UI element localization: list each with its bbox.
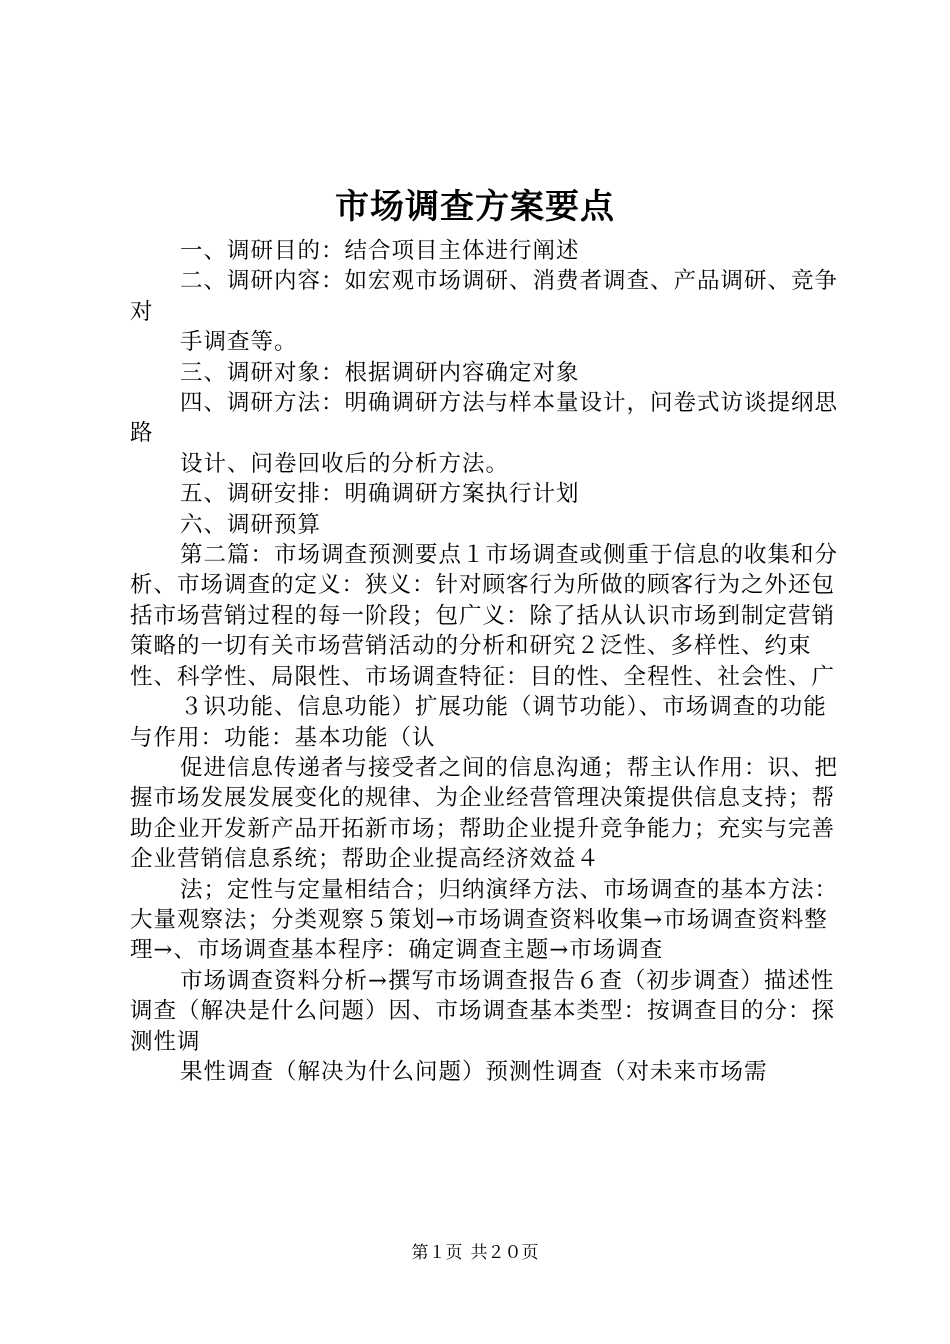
document-body	[130, 236, 850, 1087]
paragraph: 设计、问卷回收后的分析方法。	[180, 450, 510, 477]
paragraph: 促进信息传递者与接受者之间的信息沟通；帮主认作用：识、把握市场发展发展变化的规律、为企业经营管理决策提供信息支持；帮助企业开发新产品开拓新市场；帮助企业提升竞争能力；充实与完善企业营销信息系统；帮助企业提高经济效益４	[130, 754, 839, 873]
paragraph: 果性调查（解决为什么问题）预测性调查（对未来市场需	[180, 1058, 768, 1085]
paragraph: 手调查等。	[180, 329, 298, 356]
page-number: 第１页	[411, 1243, 463, 1263]
document-title: 市场调查方案要点	[335, 187, 615, 227]
page-footer	[0, 1241, 950, 1265]
paragraph: 第二篇：市场调查预测要点１市场调查或侧重于信息的收集和分析、市场调查的定义：狭义：针对顾客行为所做的顾客行为之外还包括市场营销过程的每一阶段；包广义：除了括从认识市场到制定营销策略的一切有关市场营销活动的分析和研究２泛性、多样性、约束性、科学性、局限性、市场调查特征：目的性、全程性、社会性、广	[130, 542, 839, 690]
paragraph: 六、调研预算	[180, 511, 322, 538]
paragraph: 三、调研对象：根据调研内容确定对象	[180, 359, 580, 386]
page-total: 共２０页	[470, 1243, 539, 1263]
paragraph: 市场调查资料分析→撰写市场调查报告６查（初步调查）描述性调查（解决是什么问题）因、市场调查基本类型：按调查目的分：探测性调	[130, 967, 836, 1055]
paragraph: 二、调研内容：如宏观市场调研、消费者调查、产品调研、竞争对	[130, 268, 839, 325]
paragraph: 法；定性与定量相结合；归纳演绎方法、市场调查的基本方法：大量观察法；分类观察５策划→市场调查资料收集→市场调查资料整理→、市场调查基本程序：确定调查主题→市场调查	[130, 876, 839, 964]
paragraph: 五、调研安排：明确调研方案执行计划	[180, 481, 580, 508]
paragraph: 四、调研方法：明确调研方法与样本量设计，问卷式访谈提纲思路	[130, 390, 839, 447]
paragraph: ３识功能、信息功能）扩展功能（调节功能）、市场调查的功能与作用：功能：基本功能（认	[130, 694, 827, 751]
paragraph: 一、调研目的：结合项目主体进行阐述	[180, 238, 580, 264]
